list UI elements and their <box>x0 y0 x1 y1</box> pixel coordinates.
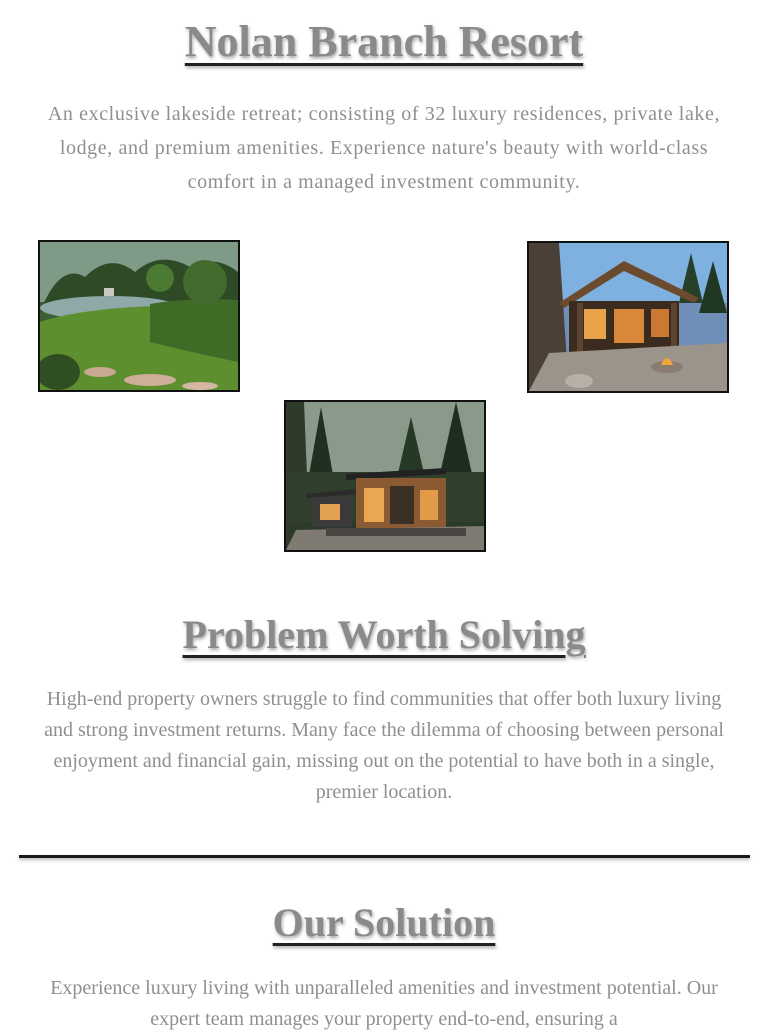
problem-heading: Problem Worth Solving <box>182 612 586 657</box>
lodge-firepit-photo <box>527 241 729 393</box>
lake-garden-photo <box>38 240 240 392</box>
modern-cabin-photo <box>284 400 486 552</box>
problem-paragraph: High-end property owners struggle to find communities that offer both luxury living and strong investment returns. Many face the dilemma of choosing between personal enjoyment and financial gain, missing out on the potential to have both in a single, premier location. <box>44 688 724 803</box>
section-divider <box>19 855 750 858</box>
solution-paragraph: Experience luxury living with unparalleled amenities and investment potential. Our expert team manages your property end-to-end, ensuring a <box>50 977 718 1030</box>
page-title: Nolan Branch Resort <box>184 17 584 66</box>
solution-heading: Our Solution <box>272 900 496 945</box>
intro-paragraph: An exclusive lakeside retreat; consisting of 32 luxury residences, private lake, lodge, and premium amenities. Experience nature's beauty with world-class comfort in a managed investment community. <box>47 103 721 193</box>
